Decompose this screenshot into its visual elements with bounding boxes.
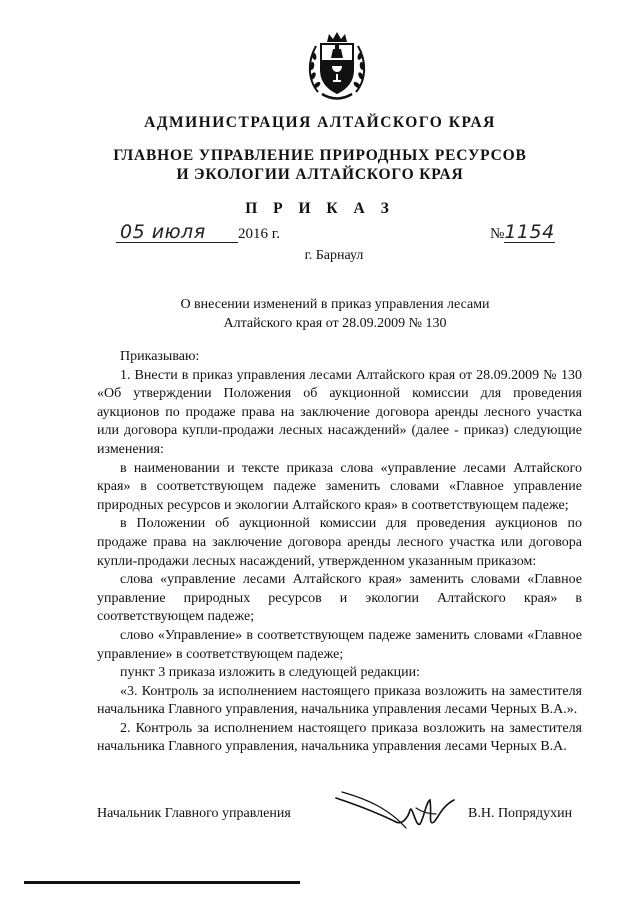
body-paragraph: «3. Контроль за исполнением настоящего приказа возложить на заместителя начальника Главного управления, начальника управления лесами Черных В.А.». xyxy=(97,683,582,718)
number-prefix: № xyxy=(490,226,505,242)
body-paragraph: в наименовании и тексте приказа слова «управление лесами Алтайского края» в соответствующем падеже заменить словами «Главное управление природных ресурсов и экологии Алтайского края» в соответствующем падеже; xyxy=(97,460,582,513)
directorate-title-line2: И ЭКОЛОГИИ АЛТАЙСКОГО КРАЯ xyxy=(176,166,464,183)
document-type-title: П Р И К А З xyxy=(245,200,395,217)
administration-title: АДМИНИСТРАЦИЯ АЛТАЙСКОГО КРАЯ xyxy=(144,114,496,131)
order-number xyxy=(490,222,555,243)
body-paragraph: в Положении об аукционной комиссии для проведения аукционов по продаже права на заключение договора аренды лесного участка или договора купли-продажи лесных насаждений, утвержденном указанным приказом: xyxy=(97,516,582,569)
body-paragraph: слова «управление лесами Алтайского края» заменить словами «Главное управление природных ресурсов и экологии Алтайского края» в соответствующем падеже; xyxy=(97,572,582,625)
body-paragraph: слово «Управление» в соответствующем падеже заменить словами «Главное управление» в соответствующем падеже; xyxy=(97,627,582,662)
body-paragraph: Приказываю: xyxy=(120,349,200,364)
order-body xyxy=(97,348,582,757)
body-paragraph: 2. Контроль за исполнением настоящего приказа возложить на заместителя начальника Главного управления, начальника управления лесами Черных В.А. xyxy=(97,720,582,755)
subject-line2: Алтайского края от 28.09.2009 № 130 xyxy=(223,316,447,331)
handwritten-date: 05 июля xyxy=(116,222,238,243)
body-paragraph: пункт 3 приказа изложить в следующей редакции: xyxy=(120,665,421,681)
city-name: г. Барнаул xyxy=(304,248,364,263)
handwritten-signature-icon xyxy=(330,788,460,836)
signatory-name: В.Н. Попрядухин xyxy=(468,806,573,821)
handwritten-number: 1154 xyxy=(504,221,555,243)
order-date xyxy=(116,222,280,243)
order-subject xyxy=(0,295,640,333)
subject-line1: О внесении изменений в приказ управления лесами xyxy=(180,297,490,312)
signatory-position: Начальник Главного управления xyxy=(97,806,291,821)
bottom-divider xyxy=(24,881,300,884)
body-paragraph: 1. Внести в приказ управления лесами Алтайского края от 28.09.2009 № 130 «Об утверждении Положения об аукционной комиссии для проведения аукционов по продаже права на заключение договора аренды лесного участка или договора купли-продажи лесных насаждений» (далее - приказ) следующие изменения: xyxy=(97,367,582,457)
coat-of-arms-icon xyxy=(304,30,370,102)
directorate-title-line1: ГЛАВНОЕ УПРАВЛЕНИЕ ПРИРОДНЫХ РЕСУРСОВ xyxy=(113,147,527,164)
order-year: 2016 г. xyxy=(238,226,280,242)
